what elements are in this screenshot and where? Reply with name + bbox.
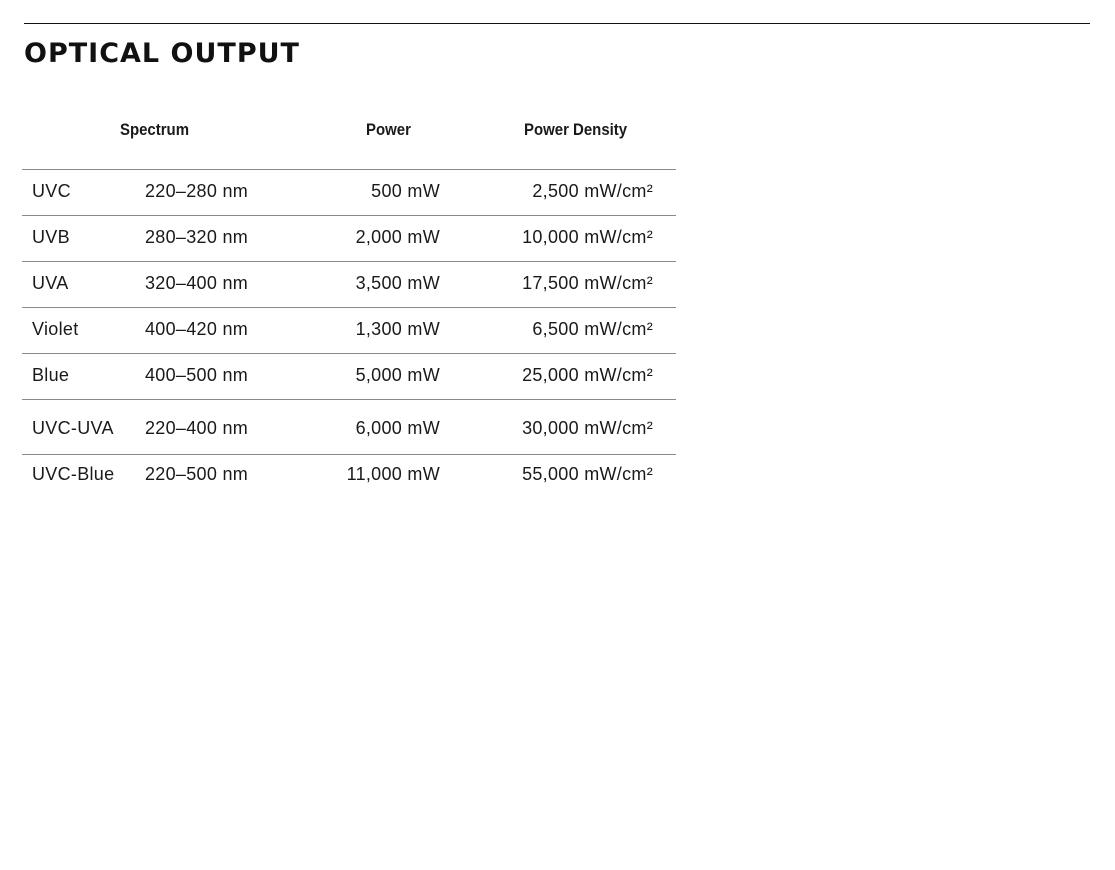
table-row: [22, 262, 676, 308]
power-value: 5,000 mW: [355, 365, 440, 385]
spectrum-range: 400–420 nm: [145, 319, 249, 339]
spectrum-range: 320–400 nm: [145, 273, 249, 293]
header-power: Power: [366, 120, 411, 139]
power-value: 6,000 mW: [355, 418, 440, 438]
spectrum-name: UVC-Blue: [32, 464, 115, 484]
power-density-value: 55,000 mW/cm²: [522, 464, 653, 484]
spectrum-range: 220–280 nm: [145, 181, 249, 201]
power-value: 11,000 mW: [346, 464, 440, 484]
spectrum-name: Blue: [32, 365, 70, 385]
spectrum-range: 220–400 nm: [145, 418, 249, 438]
top-divider: [24, 23, 1090, 24]
spectrum-name: UVC: [32, 181, 71, 201]
power-density-value: 30,000 mW/cm²: [522, 418, 653, 438]
power-value: 3,500 mW: [355, 273, 440, 293]
header-power-density: Power Density: [524, 120, 628, 139]
power-density-value: 17,500 mW/cm²: [522, 273, 653, 293]
header-spectrum: Spectrum: [120, 120, 190, 139]
table-header-row: [22, 104, 676, 170]
table-row: [22, 170, 676, 216]
table-row: [22, 400, 676, 455]
table-row: [22, 455, 676, 500]
power-density-value: 25,000 mW/cm²: [522, 365, 653, 385]
power-value: 2,000 mW: [355, 227, 440, 247]
spectrum-name: UVC-UVA: [32, 418, 114, 438]
power-value: 1,300 mW: [355, 319, 440, 339]
table-row: [22, 354, 676, 400]
power-density-value: 2,500 mW/cm²: [532, 181, 653, 201]
spectrum-range: 280–320 nm: [145, 227, 249, 247]
table-row: [22, 216, 676, 262]
power-density-value: 6,500 mW/cm²: [532, 319, 653, 339]
section-title: OPTICAL OUTPUT: [24, 38, 300, 69]
optical-output-table: [22, 104, 676, 500]
power-value: 500 mW: [371, 181, 440, 201]
spectrum-name: UVB: [32, 227, 70, 247]
spectrum-name: UVA: [32, 273, 69, 293]
power-density-value: 10,000 mW/cm²: [522, 227, 653, 247]
spectrum-range: 400–500 nm: [145, 365, 249, 385]
table-row: [22, 308, 676, 354]
spectrum-range: 220–500 nm: [145, 464, 249, 484]
spectrum-name: Violet: [32, 319, 79, 339]
